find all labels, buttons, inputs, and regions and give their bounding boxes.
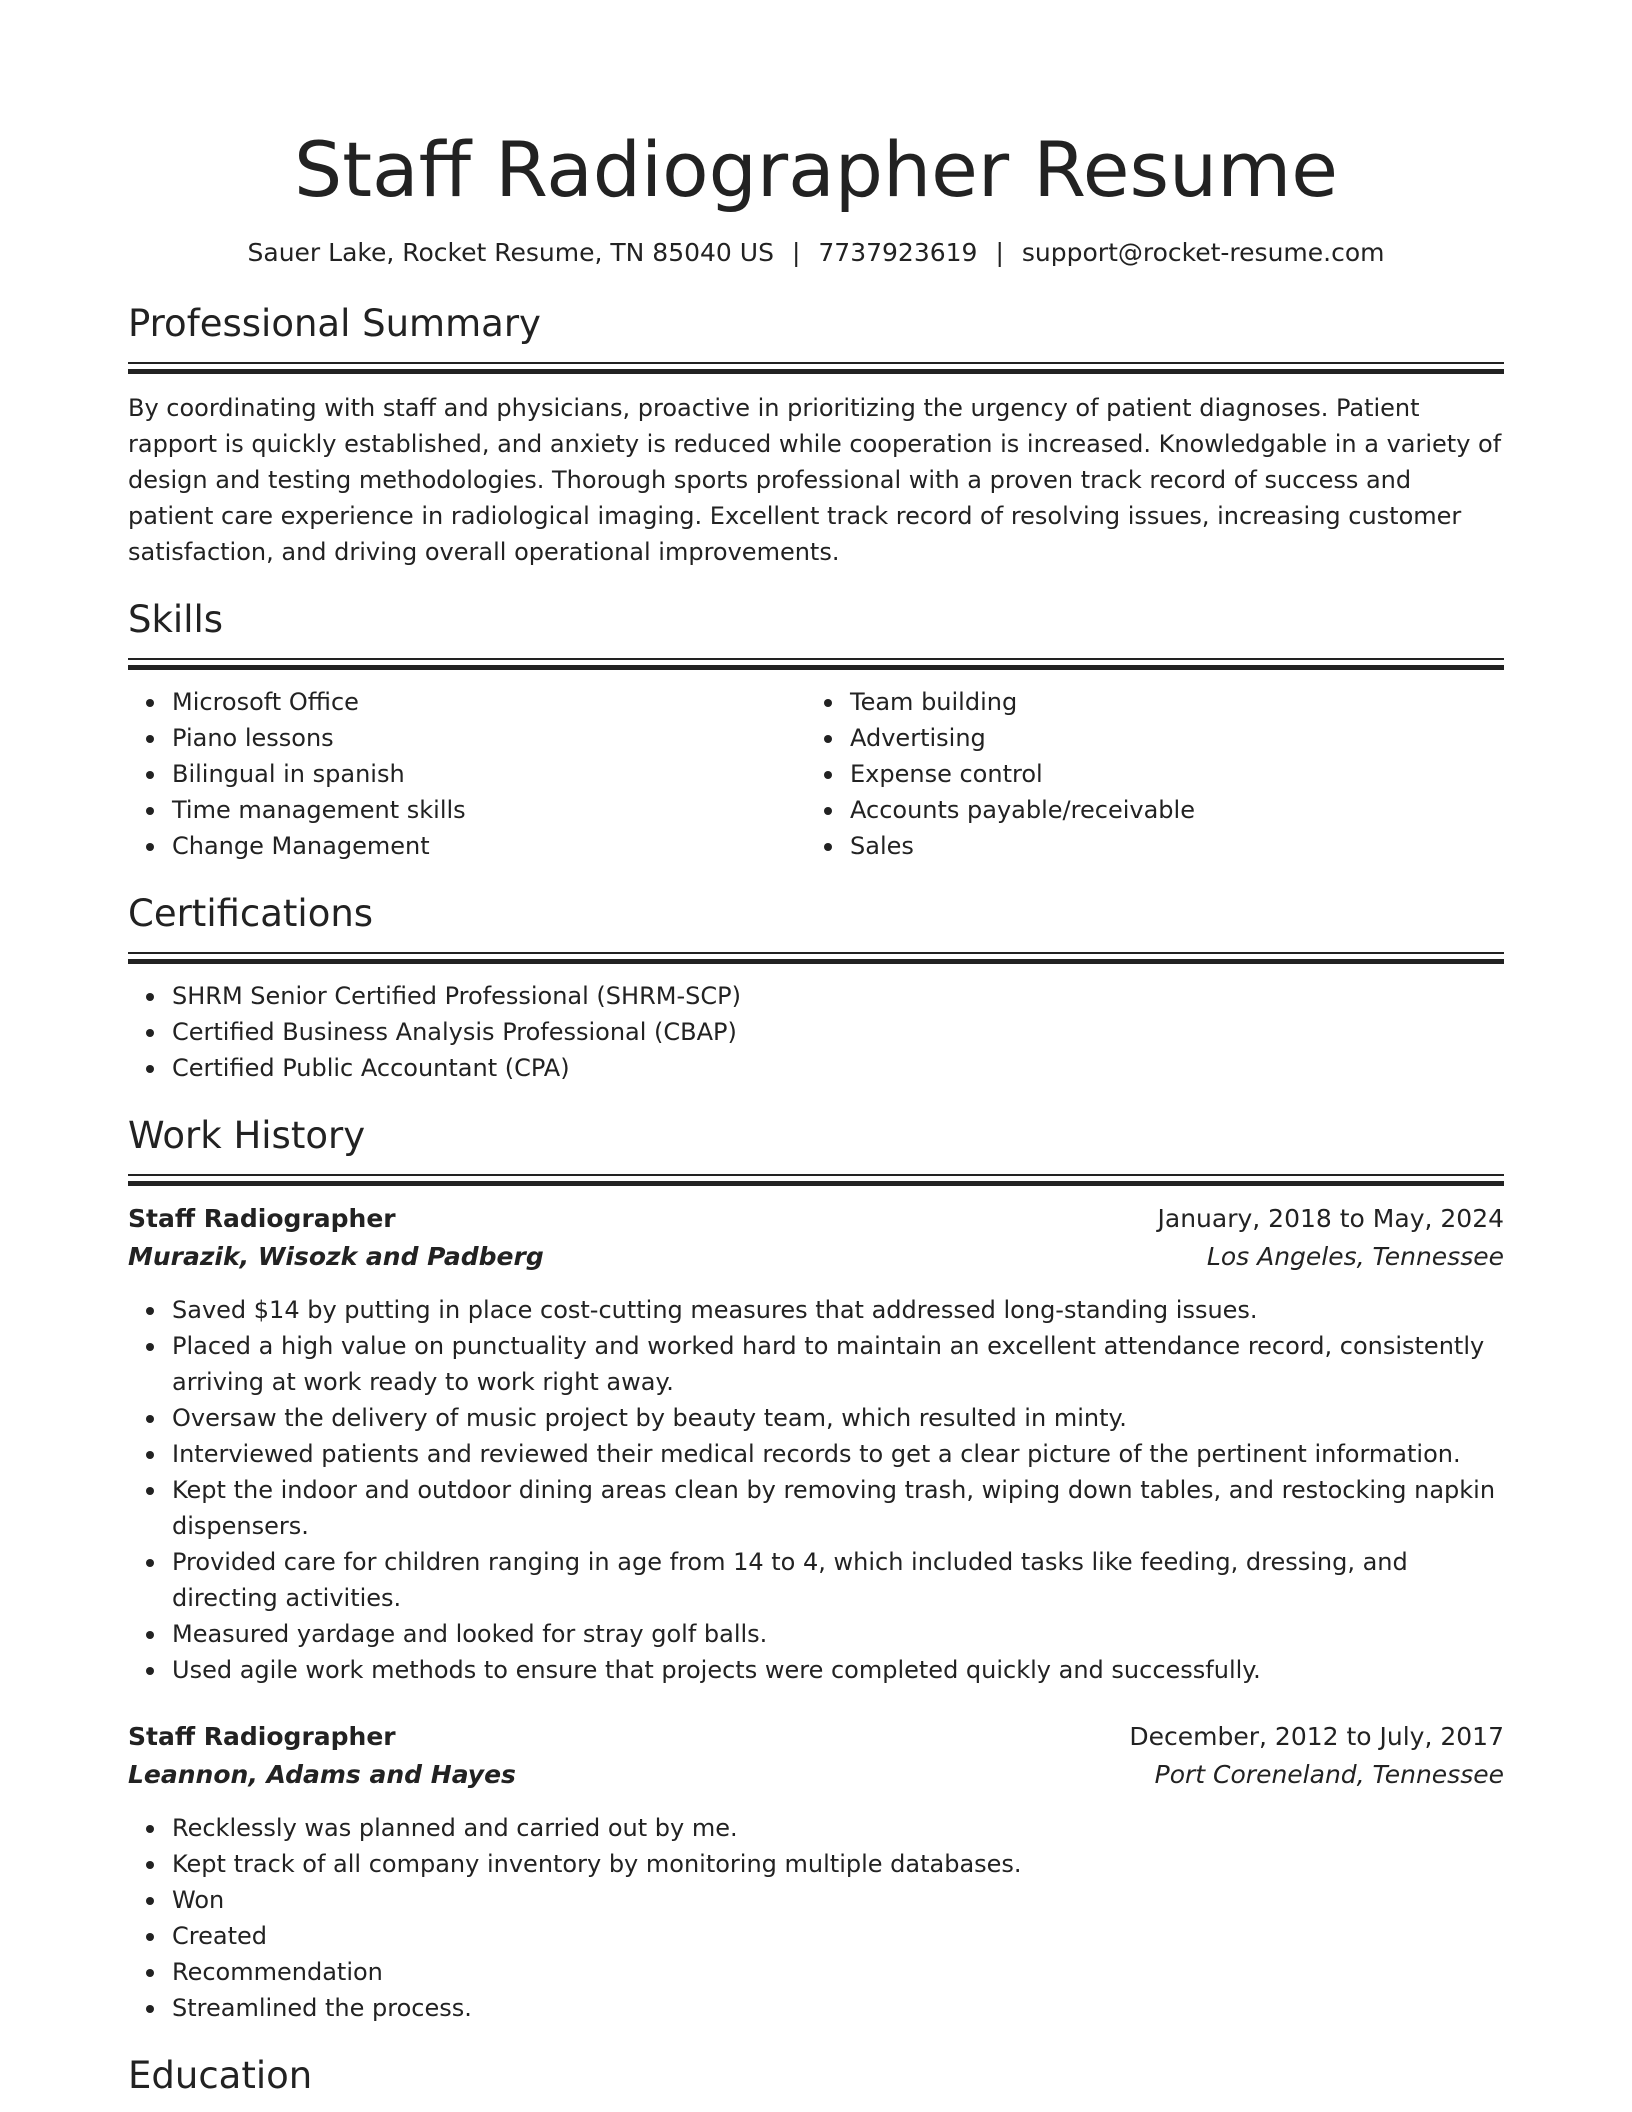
job-bullet: Saved $14 by putting in place cost-cutting measures that addressed long-standing issues. [172,1292,1504,1328]
work-history-heading: Work History [128,1114,366,1157]
education-heading: Education [128,2054,313,2097]
education-section [128,2052,1504,2100]
skills-section [128,596,1504,864]
contact-phone: 7737923619 [818,238,978,267]
contact-separator: | [791,238,801,267]
contact-email: support@rocket-resume.com [1021,238,1385,267]
job-company-row [128,1756,1504,1794]
skills-list-right [806,684,1484,864]
skills-heading: Skills [128,598,224,641]
certification-item: SHRM Senior Certified Professional (SHRM-SCP) [172,978,1504,1014]
job-bullet: Won [172,1882,1504,1918]
job-company: Murazik, Wisozk and Padberg [128,1242,544,1271]
certifications-list [128,978,1504,1086]
job-title: Staff Radiographer [128,1722,396,1751]
work-history-section [128,1112,1504,2026]
job-header-row [128,1718,1504,1756]
job-bullets [128,1292,1504,1688]
skills-grid [128,684,1504,864]
section-divider-thick [128,1181,1504,1186]
section-divider-thick [128,959,1504,964]
job-bullet: Oversaw the delivery of music project by beauty team, which resulted in minty. [172,1400,1504,1436]
section-divider [128,362,1504,364]
job-bullet: Interviewed patients and reviewed their medical records to get a clear picture of the pertinent information. [172,1436,1504,1472]
job-location: Port Coreneland, Tennessee [1154,1760,1504,1789]
job-dates: January, 2018 to May, 2024 [1157,1204,1504,1233]
job-dates: December, 2012 to July, 2017 [1129,1722,1504,1751]
job-bullet: Used agile work methods to ensure that projects were completed quickly and successfully. [172,1652,1504,1688]
contact-address: Sauer Lake, Rocket Resume, TN 85040 US [247,238,774,267]
job-bullet: Kept the indoor and outdoor dining areas clean by removing trash, wiping down tables, and restocking napkin dispensers. [172,1472,1504,1544]
skills-column-left [128,684,806,864]
job-entry [128,1718,1504,2026]
certifications-heading: Certifications [128,892,374,935]
job-bullets [128,1810,1504,2026]
job-bullet: Measured yardage and looked for stray golf balls. [172,1616,1504,1652]
section-divider [128,658,1504,660]
section-divider-thick [128,665,1504,670]
skill-item: Sales [850,828,1484,864]
job-title: Staff Radiographer [128,1204,396,1233]
skill-item: Piano lessons [172,720,806,756]
job-bullet: Placed a high value on punctuality and worked hard to maintain an excellent attendance record, consistently arriving at work ready to work right away. [172,1328,1504,1400]
skill-item: Accounts payable/receivable [850,792,1484,828]
summary-heading: Professional Summary [128,302,541,345]
skill-item: Expense control [850,756,1484,792]
job-location: Los Angeles, Tennessee [1206,1242,1504,1271]
contact-line [128,236,1504,270]
skill-item: Time management skills [172,792,806,828]
summary-section [128,300,1504,570]
job-bullet: Recommendation [172,1954,1504,1990]
section-divider [128,1174,1504,1176]
summary-text: By coordinating with staff and physicians, proactive in prioritizing the urgency of patient diagnoses. Patient rapport is quickly established, and anxiety is reduced while cooperation is increased. Knowledgable in a variety of design and testing methodologies. Thorough sports professional with a proven track record of success and patient care experience in radiological imaging. Excellent track record of resolving issues, increasing customer satisfaction, and driving overall operational improvements. [128,394,1502,566]
certifications-section [128,890,1504,1086]
skill-item: Change Management [172,828,806,864]
section-divider [128,952,1504,954]
skill-item: Bilingual in spanish [172,756,806,792]
job-entry [128,1200,1504,1688]
section-divider-thick [128,369,1504,374]
job-company: Leannon, Adams and Hayes [128,1760,516,1789]
skills-list-left [128,684,806,864]
job-bullet: Streamlined the process. [172,1990,1504,2026]
job-header-row [128,1200,1504,1238]
skill-item: Team building [850,684,1484,720]
job-company-row [128,1238,1504,1276]
contact-separator: | [995,238,1004,267]
resume-page [128,0,1504,2100]
skills-column-right [806,684,1484,864]
certification-item: Certified Business Analysis Professional (CBAP) [172,1014,1504,1050]
skill-item: Microsoft Office [172,684,806,720]
job-bullet: Created [172,1918,1504,1954]
resume-title: Staff Radiographer Resume [293,125,1339,214]
job-bullet: Provided care for children ranging in age from 14 to 4, which included tasks like feeding, dressing, and directing activities. [172,1544,1504,1616]
skill-item: Advertising [850,720,1484,756]
job-bullet: Kept track of all company inventory by monitoring multiple databases. [172,1846,1504,1882]
certification-item: Certified Public Accountant (CPA) [172,1050,1504,1086]
job-bullet: Recklessly was planned and carried out by me. [172,1810,1504,1846]
